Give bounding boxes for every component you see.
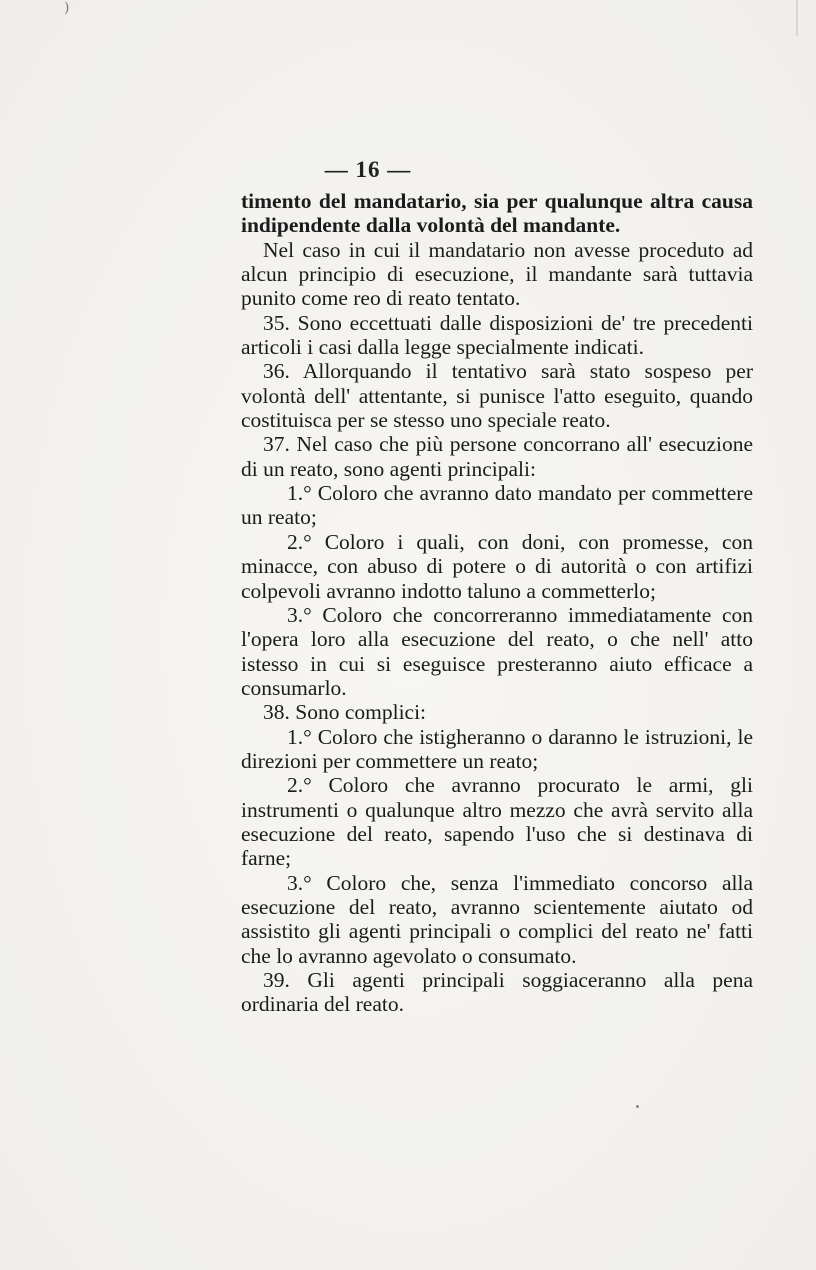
page-number: — 16 —	[324, 157, 412, 182]
paragraph: Nel caso in cui il mandatario non avesse proceduto ad alcun principio di esecuzione, il mandante sarà tuttavia punito come reo di reato tentato.	[241, 237, 753, 311]
corner-mark: )	[64, 0, 70, 16]
list-item: 1.° Coloro che avranno dato mandato per commettere un reato;	[241, 481, 753, 530]
list-item: 2.° Coloro che avranno procurato le armi, gli instrumenti o qualunque altro mezzo che avrà servito alla esecuzione del reato, sapendo l'uso che si destinava di farne;	[241, 773, 753, 871]
list-item: 3.° Coloro che concorreranno immediatamente con l'opera loro alla esecuzione del reato, o che nell' atto istesso in cui si eseguisce presteranno aiuto efficace a consumarlo.	[241, 602, 753, 700]
article-37: 37. Nel caso che più persone concorrano all' esecuzione di un reato, sono agenti principali:	[241, 432, 753, 481]
list-item: 2.° Coloro i quali, con doni, con promesse, con minacce, con abuso di potere o di autorità o con artifizi colpevoli avranno indotto taluno a commetterlo;	[241, 529, 753, 603]
page-edge-line	[796, 0, 798, 36]
article-39: 39. Gli agenti principali soggiaceranno alla pena ordinaria del reato.	[241, 968, 753, 1017]
paper-speck	[636, 1105, 639, 1108]
article-36: 36. Allorquando il tentativo sarà stato sospeso per volontà dell' attentante, si punisce l'atto eseguito, quando costituisca per se stesso uno speciale reato.	[241, 359, 753, 433]
list-item: 3.° Coloro che, senza l'immediato concorso alla esecuzione del reato, avranno scientemente aiutato od assistito gli agenti principali o complici del reato ne' fatti che lo avranno agevolato o consumato.	[241, 870, 753, 968]
paragraph-continuation: timento del mandatario, sia per qualunque altra causa indipendente dalla volontà del mandante.	[241, 189, 753, 238]
body-text	[241, 189, 753, 1017]
article-35: 35. Sono eccettuati dalle disposizioni de' tre precedenti articoli i casi dalla legge specialmente indicati.	[241, 310, 753, 360]
list-item: 1.° Coloro che istigheranno o daranno le istruzioni, le direzioni per commettere un reato;	[241, 724, 753, 773]
article-38: 38. Sono complici:	[263, 700, 427, 725]
